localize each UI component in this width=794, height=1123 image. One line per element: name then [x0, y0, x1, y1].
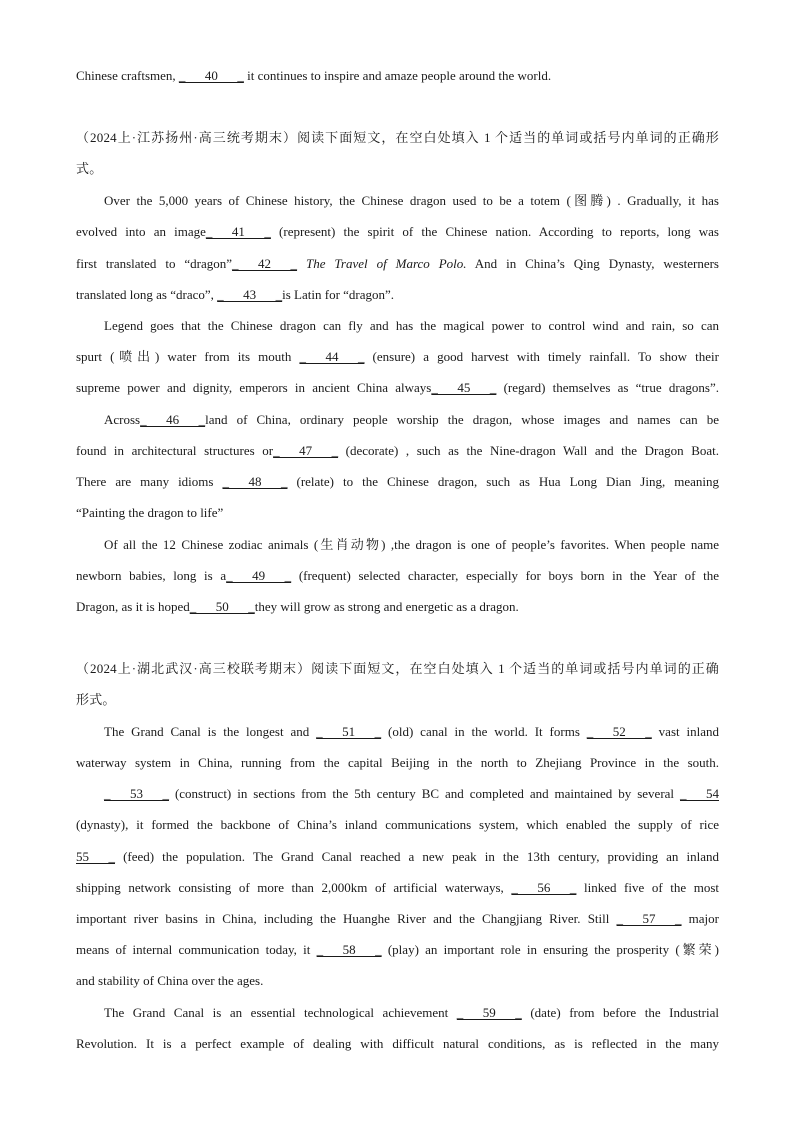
text-line: (dynasty), it formed the backbone of China’s inland communications system, which enabled the supply of rice: [76, 817, 719, 832]
answer-blank-58[interactable]: _ 58 _: [316, 942, 382, 957]
text-line: shipping network consisting of more than 2,000km of artificial waterways, _ 56 _ linked five of the most: [76, 878, 719, 898]
section-heading-wuhan-cont: 形式。: [76, 692, 116, 707]
text-line: supreme power and dignity, emperors in ancient China always_ 45 _ (regard) themselves as “true dragons”.: [76, 378, 719, 398]
answer-blank-54[interactable]: _ 54: [680, 786, 719, 801]
text-line: and stability of China over the ages.: [76, 973, 264, 988]
answer-blank-45[interactable]: _ 45 _: [431, 380, 497, 395]
section-heading-yangzhou-cont: 式。: [76, 161, 103, 176]
text-line: evolved into an image_ 41 _ (represent) the spirit of the Chinese nation. According to reports, long was: [76, 222, 719, 242]
text-line: Dragon, as it is hoped_ 50 _they will grow as strong and energetic as a dragon.: [76, 597, 719, 617]
text-line: The Grand Canal is the longest and _ 51 _ (old) canal in the world. It forms _ 52 _ vast inland: [104, 722, 719, 742]
text-line: Across_ 46 _land of China, ordinary people worship the dragon, whose images and names can be: [104, 410, 719, 430]
text-line: 55 _ (feed) the population. The Grand Canal reached a new peak in the 13th century, providing an inland: [76, 847, 719, 867]
answer-blank-59[interactable]: _ 59 _: [456, 1005, 522, 1020]
text-line: The Grand Canal is an essential technological achievement _ 59 _ (date) from before the Industrial: [104, 1003, 719, 1023]
answer-blank-43[interactable]: _ 43 _: [217, 287, 283, 302]
text-line: important river basins in China, including the Huanghe River and the Changjiang River. Still _ 57 _ major: [76, 909, 719, 929]
text-line: Chinese craftsmen, _ 40 _ it continues to inspire and amaze people around the world.: [76, 66, 719, 86]
text-line: There are many idioms _ 48 _ (relate) to the Chinese dragon, such as Hua Long Dian Jing, meaning: [76, 472, 719, 492]
answer-blank-40[interactable]: _ 40 _: [178, 68, 244, 83]
answer-blank-47[interactable]: _ 47 _: [273, 443, 339, 458]
text-line: Revolution. It is a perfect example of dealing with difficult natural conditions, as is reflected in the many: [76, 1036, 719, 1051]
answer-blank-49[interactable]: _ 49 _: [226, 568, 292, 583]
text-line: “Painting the dragon to life”: [76, 505, 224, 520]
text-line: found in architectural structures or_ 47 _ (decorate) , such as the Nine-dragon Wall and the Dragon Boat.: [76, 441, 719, 461]
text-line: _ 53 _ (construct) in sections from the 5th century BC and completed and maintained by several _ 54: [104, 784, 719, 804]
answer-blank-50[interactable]: _ 50 _: [189, 599, 255, 614]
text-line: means of internal communication today, it _ 58 _ (play) an important role in ensuring the prosperity (繁荣): [76, 940, 719, 960]
answer-blank-42[interactable]: _ 42 _: [232, 256, 298, 271]
answer-blank-48[interactable]: _ 48 _: [222, 474, 288, 489]
answer-blank-41[interactable]: _ 41 _: [205, 224, 271, 239]
answer-blank-51[interactable]: _ 51 _: [316, 724, 382, 739]
text-line: waterway system in China, running from the capital Beijing in the north to Zhejiang Province in the south.: [76, 755, 719, 770]
book-title: The Travel of Marco Polo.: [305, 256, 467, 271]
answer-blank-53[interactable]: _ 53 _: [104, 786, 169, 801]
text-line: Over the 5,000 years of Chinese history, the Chinese dragon used to be a totem (图腾) . Gradually, it has: [104, 193, 719, 208]
section-heading-wuhan: （2024上·湖北武汉·高三校联考期末）阅读下面短文，在空白处填入 1 个适当的单词或括号内单词的正确: [76, 661, 719, 676]
text-line: first translated to “dragon”_ 42 _ The Travel of Marco Polo. And in China’s Qing Dynasty, westerners: [76, 254, 719, 274]
text-line: Of all the 12 Chinese zodiac animals (生肖动物) ,the dragon is one of people’s favorites. When people name: [104, 537, 719, 552]
section-heading-yangzhou: （2024上·江苏扬州·高三统考期末）阅读下面短文，在空白处填入 1 个适当的单词或括号内单词的正确形: [76, 130, 719, 145]
answer-blank-46[interactable]: _ 46 _: [140, 412, 206, 427]
text-line: spurt (喷出) water from its mouth _ 44 _ (ensure) a good harvest with timely rainfall. To show their: [76, 347, 719, 367]
answer-blank-56[interactable]: _ 56 _: [511, 880, 577, 895]
text-line: translated long as “draco”, _ 43 _is Latin for “dragon”.: [76, 285, 719, 305]
answer-blank-55[interactable]: 55 _: [76, 849, 115, 864]
answer-blank-52[interactable]: _ 52 _: [586, 724, 652, 739]
answer-blank-44[interactable]: _ 44 _: [299, 349, 365, 364]
text-line: newborn babies, long is a_ 49 _ (frequent) selected character, especially for boys born in the Year of the: [76, 566, 719, 586]
text-line: Legend goes that the Chinese dragon can fly and has the magical power to control wind and rain, so can: [104, 318, 719, 333]
answer-blank-57[interactable]: _ 57 _: [616, 911, 682, 926]
